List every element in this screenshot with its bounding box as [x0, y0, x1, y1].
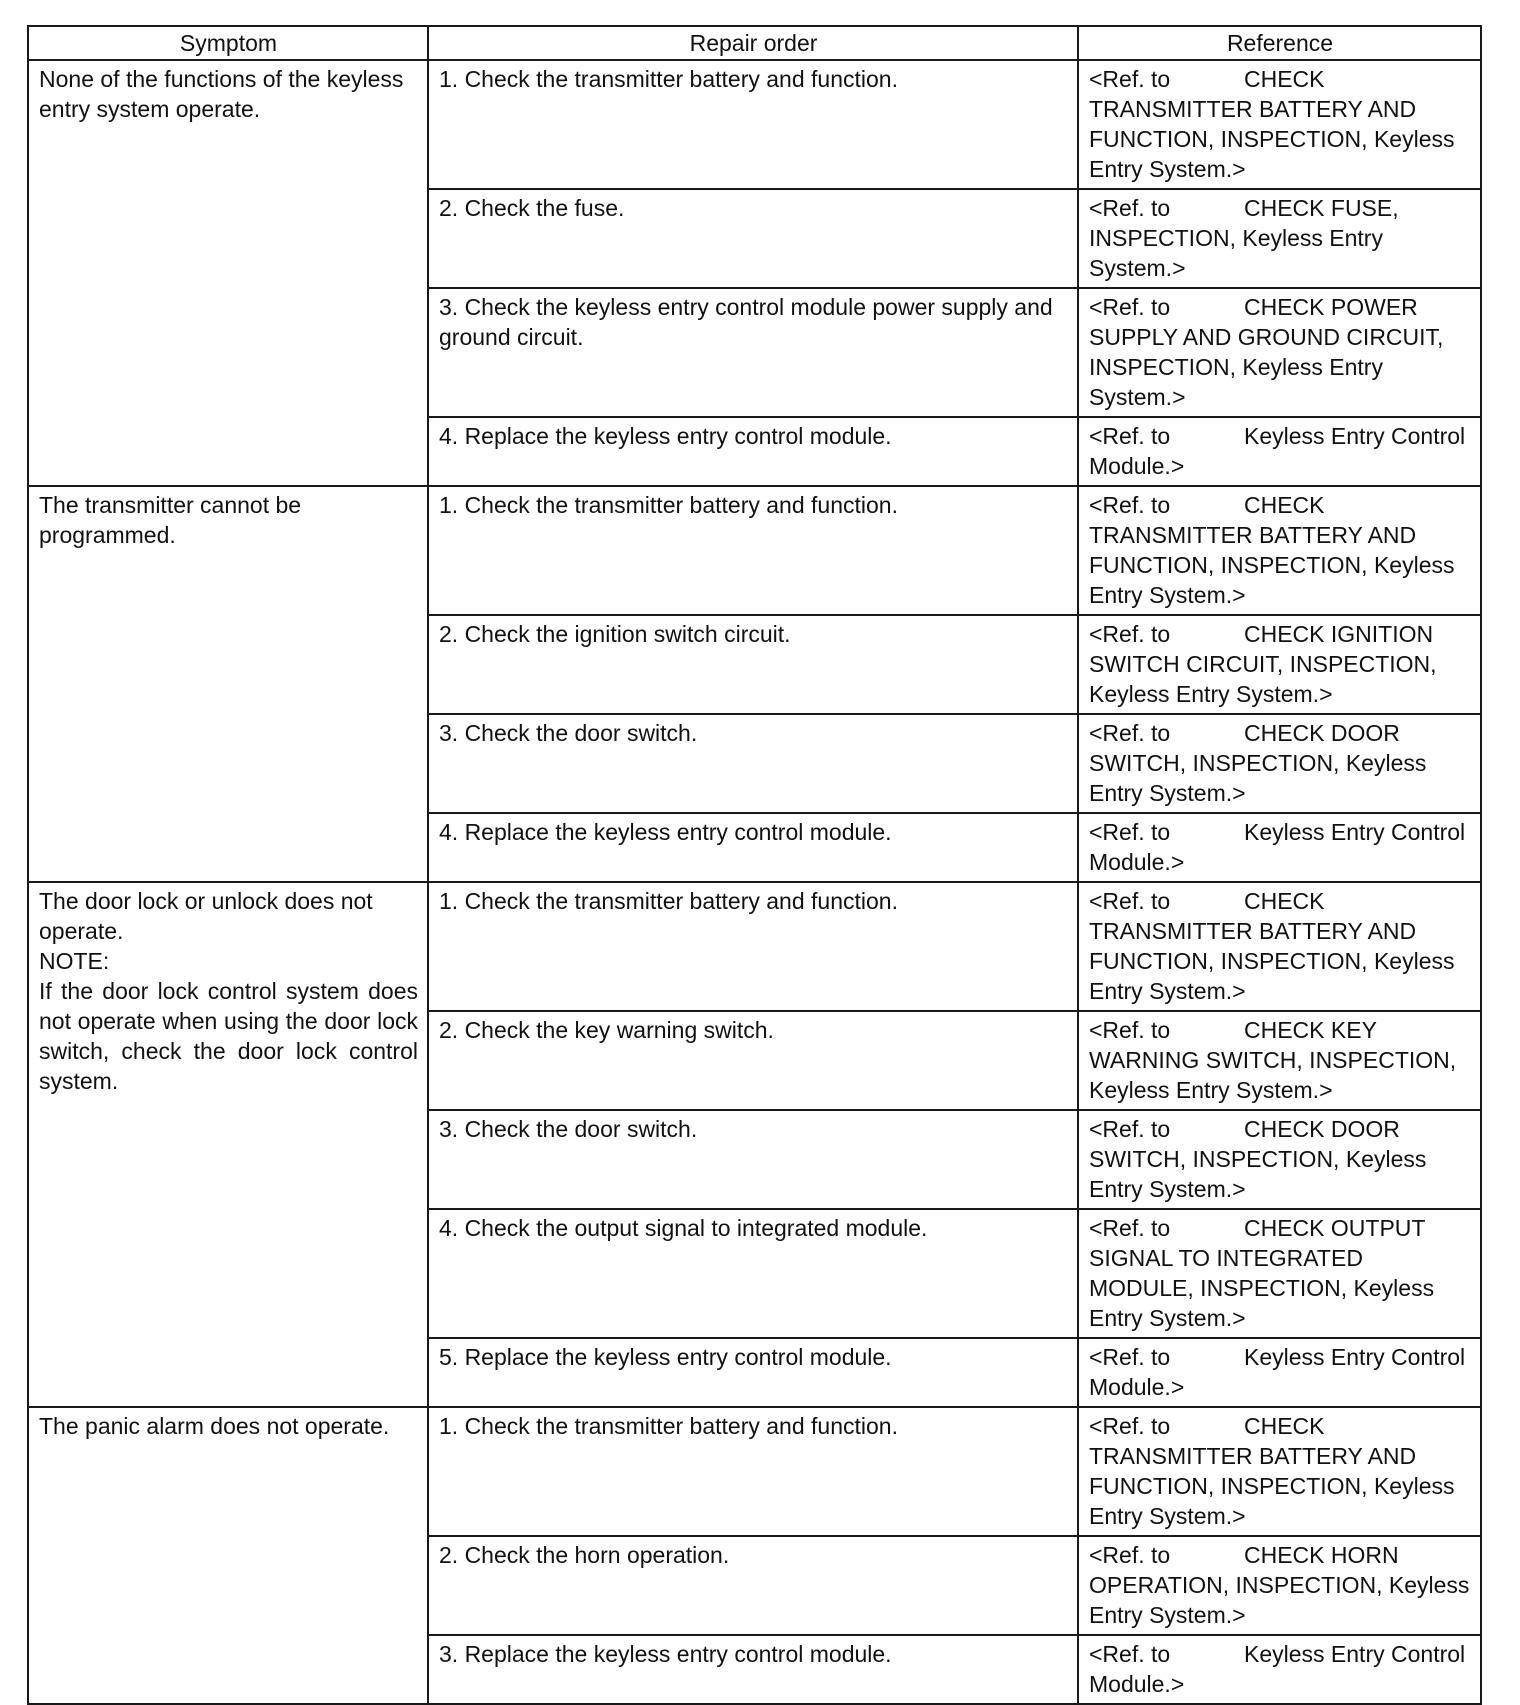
reference-cell [1078, 189, 1481, 288]
ref-prefix: <Ref. to [1089, 1542, 1171, 1568]
repair-step-cell: 4. Replace the keyless entry control module. [428, 813, 1078, 882]
repair-step-cell: 4. Replace the keyless entry control module. [428, 417, 1078, 486]
repair-step-cell: 2. Check the key warning switch. [428, 1011, 1078, 1110]
reference-link[interactable]: CHECK POWER SUPPLY AND GROUND CIRCUIT, INSPECTION, Keyless Entry System.> [1089, 294, 1444, 410]
ref-prefix: <Ref. to [1089, 492, 1171, 518]
reference-link[interactable]: CHECK TRANSMITTER BATTERY AND FUNCTION, INSPECTION, Keyless Entry System.> [1089, 492, 1455, 608]
note-label: NOTE: [39, 948, 110, 974]
reference-cell [1078, 486, 1481, 615]
reference-link[interactable]: CHECK DOOR SWITCH, INSPECTION, Keyless Entry System.> [1089, 720, 1427, 806]
repair-step-cell: 4. Check the output signal to integrated module. [428, 1209, 1078, 1338]
repair-step-cell: 1. Check the transmitter battery and function. [428, 60, 1078, 189]
header-reference: Reference [1078, 26, 1481, 60]
repair-step-cell: 1. Check the transmitter battery and function. [428, 1407, 1078, 1536]
ref-prefix: <Ref. to [1089, 1215, 1171, 1241]
reference-cell [1078, 1338, 1481, 1407]
table-body [28, 60, 1481, 1704]
table-row [28, 882, 1481, 1011]
reference-cell [1078, 417, 1481, 486]
ref-prefix: <Ref. to [1089, 195, 1171, 221]
repair-step-cell: 1. Check the transmitter battery and function. [428, 882, 1078, 1011]
symptom-text: The door lock or unlock does not operate. [39, 888, 373, 944]
repair-step-cell: 2. Check the ignition switch circuit. [428, 615, 1078, 714]
reference-link[interactable]: CHECK KEY WARNING SWITCH, INSPECTION, Keyless Entry System.> [1089, 1017, 1457, 1103]
repair-step-cell: 3. Check the door switch. [428, 1110, 1078, 1209]
ref-prefix: <Ref. to [1089, 1017, 1171, 1043]
header-repair-order: Repair order [428, 26, 1078, 60]
reference-cell [1078, 1011, 1481, 1110]
repair-step-cell: 2. Check the horn operation. [428, 1536, 1078, 1635]
reference-link[interactable]: Keyless Entry Control Module.> [1089, 423, 1466, 479]
ref-prefix: <Ref. to [1089, 819, 1171, 845]
ref-prefix: <Ref. to [1089, 1641, 1171, 1667]
reference-link[interactable]: Keyless Entry Control Module.> [1089, 819, 1466, 875]
repair-step-cell: 5. Replace the keyless entry control module. [428, 1338, 1078, 1407]
reference-link[interactable]: CHECK TRANSMITTER BATTERY AND FUNCTION, INSPECTION, Keyless Entry System.> [1089, 1413, 1455, 1529]
repair-step-cell: 3. Check the keyless entry control module power supply and ground circuit. [428, 288, 1078, 417]
reference-cell [1078, 882, 1481, 1011]
header-symptom: Symptom [28, 26, 428, 60]
reference-cell [1078, 813, 1481, 882]
symptom-cell [28, 882, 428, 1407]
reference-link[interactable]: CHECK TRANSMITTER BATTERY AND FUNCTION, INSPECTION, Keyless Entry System.> [1089, 888, 1455, 1004]
repair-step-cell: 1. Check the transmitter battery and function. [428, 486, 1078, 615]
reference-cell [1078, 1407, 1481, 1536]
reference-cell [1078, 714, 1481, 813]
reference-cell [1078, 615, 1481, 714]
ref-prefix: <Ref. to [1089, 1116, 1171, 1142]
diagnosis-table [27, 25, 1482, 1705]
repair-step-cell: 2. Check the fuse. [428, 189, 1078, 288]
reference-cell [1078, 1209, 1481, 1338]
symptom-cell [28, 60, 428, 486]
reference-link[interactable]: Keyless Entry Control Module.> [1089, 1641, 1466, 1697]
reference-cell [1078, 1110, 1481, 1209]
ref-prefix: <Ref. to [1089, 66, 1171, 92]
symptom-text: The transmitter cannot be programmed. [39, 492, 302, 548]
reference-link[interactable]: CHECK TRANSMITTER BATTERY AND FUNCTION, INSPECTION, Keyless Entry System.> [1089, 66, 1455, 182]
note-text: If the door lock control system does not operate when using the door lock switch, check the door lock control system. [39, 978, 418, 1094]
ref-prefix: <Ref. to [1089, 720, 1171, 746]
ref-prefix: <Ref. to [1089, 621, 1171, 647]
reference-link[interactable]: CHECK DOOR SWITCH, INSPECTION, Keyless Entry System.> [1089, 1116, 1427, 1202]
repair-step-cell: 3. Replace the keyless entry control module. [428, 1635, 1078, 1704]
reference-cell [1078, 1635, 1481, 1704]
reference-cell [1078, 60, 1481, 189]
table-row [28, 486, 1481, 615]
table-row [28, 1407, 1481, 1536]
symptom-cell [28, 1407, 428, 1704]
repair-step-cell: 3. Check the door switch. [428, 714, 1078, 813]
symptom-cell [28, 486, 428, 882]
table-row [28, 60, 1481, 189]
ref-prefix: <Ref. to [1089, 888, 1171, 914]
reference-link[interactable]: CHECK OUTPUT SIGNAL TO INTEGRATED MODULE, INSPECTION, Keyless Entry System.> [1089, 1215, 1435, 1331]
reference-link[interactable]: Keyless Entry Control Module.> [1089, 1344, 1466, 1400]
ref-prefix: <Ref. to [1089, 1344, 1171, 1370]
symptom-text: None of the functions of the keyless entry system operate. [39, 66, 404, 122]
symptom-text: The panic alarm does not operate. [39, 1413, 390, 1439]
reference-link[interactable]: CHECK HORN OPERATION, INSPECTION, Keyless Entry System.> [1089, 1542, 1470, 1628]
reference-link[interactable]: CHECK FUSE, INSPECTION, Keyless Entry System.> [1089, 195, 1399, 281]
reference-cell [1078, 1536, 1481, 1635]
ref-prefix: <Ref. to [1089, 294, 1171, 320]
ref-prefix: <Ref. to [1089, 423, 1171, 449]
ref-prefix: <Ref. to [1089, 1413, 1171, 1439]
reference-cell [1078, 288, 1481, 417]
reference-link[interactable]: CHECK IGNITION SWITCH CIRCUIT, INSPECTION, Keyless Entry System.> [1089, 621, 1437, 707]
header-row [28, 26, 1481, 60]
